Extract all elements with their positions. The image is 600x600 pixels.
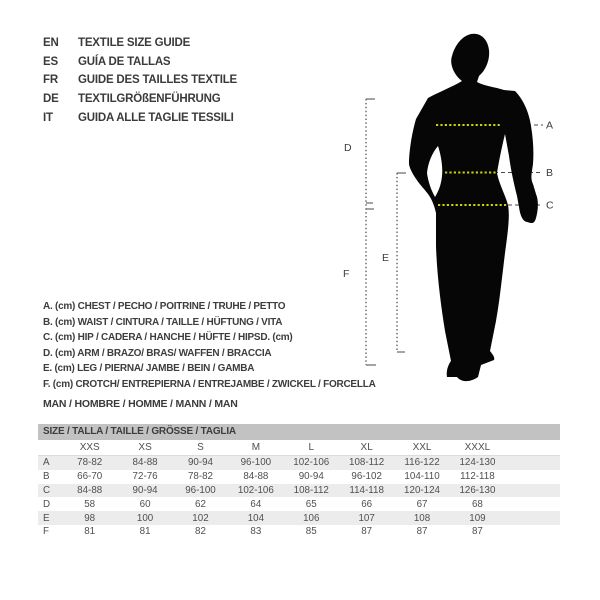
size-cell: 81 [84,526,96,538]
size-cell: 84-88 [77,484,103,496]
size-cell: 58 [84,498,96,510]
size-table-row [38,456,560,470]
size-cell: 67 [416,498,428,510]
size-cell: 100 [136,512,154,524]
size-cell: 126-130 [459,484,496,496]
size-cell: 102 [192,512,209,524]
size-cell: 102-106 [237,484,274,496]
size-cell: 120-124 [404,484,441,496]
size-table-row [38,525,560,539]
size-table [38,424,560,539]
size-row-label: B [43,471,50,483]
size-cell: 104 [247,512,265,524]
size-cell: 72-76 [132,471,158,483]
size-cell: 81 [139,526,151,538]
language-title-block [43,34,237,128]
lang-label: GUIDE DES TAILLES TEXTILE [78,74,237,87]
label-c: C [546,199,554,212]
lang-label: TEXTILE SIZE GUIDE [78,37,191,49]
label-d: D [344,142,352,154]
size-col-header: S [197,442,204,453]
measurement-line: F. (cm) CROTCH/ ENTREPIERNA / ENTREJAMBE / ZWICKEL / FORCELLA [43,378,376,390]
size-cell: 96-102 [351,471,382,483]
size-col-header: XL [360,442,373,453]
size-cell: 90-94 [132,484,158,496]
size-cell: 83 [250,526,262,538]
size-cell: 90-94 [187,457,213,469]
lang-code: DE [43,93,59,106]
size-cell: 106 [303,512,320,524]
size-cell: 78-82 [187,471,213,483]
label-b: B [546,167,554,179]
size-table-column-header-row [38,440,560,456]
size-col-header: XXXL [464,442,491,453]
size-col-header: XS [138,442,152,453]
size-cell: 108 [413,512,431,524]
measurement-line: E. (cm) LEG / PIERNA/ JAMBE / BEIN / GAMBA [43,363,255,375]
size-cell: 96-100 [240,457,272,469]
size-cell: 85 [305,526,317,538]
size-cell: 82 [195,526,206,538]
size-table-row [38,497,560,511]
size-cell: 87 [361,526,373,538]
size-cell: 84-88 [243,471,269,483]
size-table-header-bar: SIZE / TALLA / TAILLE / GRÖSSE / TAGLIA [38,424,560,440]
size-row-label: A [43,457,50,469]
size-row-label: E [43,512,50,524]
label-f: F [343,268,350,280]
measurement-line: B. (cm) WAIST / CINTURA / TAILLE / HÜFTUNG / VITA [43,316,283,328]
measurement-line: A. (cm) CHEST / PECHO / POITRINE / TRUHE / PETTO [43,301,286,312]
size-col-header: XXS [79,442,100,453]
size-cell: 107 [358,512,375,524]
size-table-row [38,470,560,484]
size-cell: 108-112 [293,484,329,496]
size-cell: 90-94 [298,471,324,483]
size-cell: 112-118 [460,471,495,483]
size-cell: 102-106 [293,457,330,469]
measurement-legend [43,299,376,393]
size-table-row [38,484,560,498]
size-cell: 109 [469,512,486,524]
lang-code: ES [43,55,58,68]
size-cell: 62 [195,498,206,510]
man-silhouette-icon [409,34,538,381]
size-cell: 108-112 [349,457,385,469]
size-cell: 84-88 [132,457,158,469]
label-e: E [382,252,390,264]
measurement-line: D. (cm) ARM / BRAZO/ BRAS/ WAFFEN / BRACCIA [43,347,272,359]
size-row-label: F [43,526,49,538]
size-table-row [38,511,560,525]
size-cell: 87 [416,526,428,538]
size-cell: 114-118 [349,484,384,496]
size-cell: 66 [361,498,373,510]
size-cell: 96-100 [185,484,216,496]
size-cell: 64 [250,498,262,510]
category-line: MAN / HOMBRE / HOMME / MANN / MAN [43,398,238,410]
size-cell: 116-122 [404,457,440,469]
size-cell: 78-82 [77,457,103,469]
size-cell: 68 [471,498,483,510]
size-cell: 60 [139,498,151,510]
size-col-header: M [251,442,261,453]
lang-label: TEXTILGRÖßENFÜHRUNG [78,93,221,106]
lang-code: EN [43,37,59,49]
lang-label: GUÍA DE TALLAS [78,55,171,68]
size-col-header: L [308,442,315,453]
size-row-label: D [43,498,51,510]
size-table-grid [38,440,560,539]
size-cell: 65 [305,498,317,510]
size-row-label: C [43,484,51,496]
size-cell: 104-110 [404,471,440,483]
measurement-line: C. (cm) HIP / CADERA / HANCHE / HÜFTE / HIPSD. (cm) [43,332,293,344]
lang-code: IT [43,111,53,124]
size-cell: 87 [471,526,483,538]
size-cell: 124-130 [459,457,496,469]
size-cell: 98 [84,512,96,524]
size-col-header: XXL [412,442,432,453]
lang-label: GUIDA ALLE TAGLIE TESSILI [78,111,234,124]
size-cell: 66-70 [77,471,103,483]
label-a: A [546,119,554,132]
lang-code: FR [43,74,58,87]
